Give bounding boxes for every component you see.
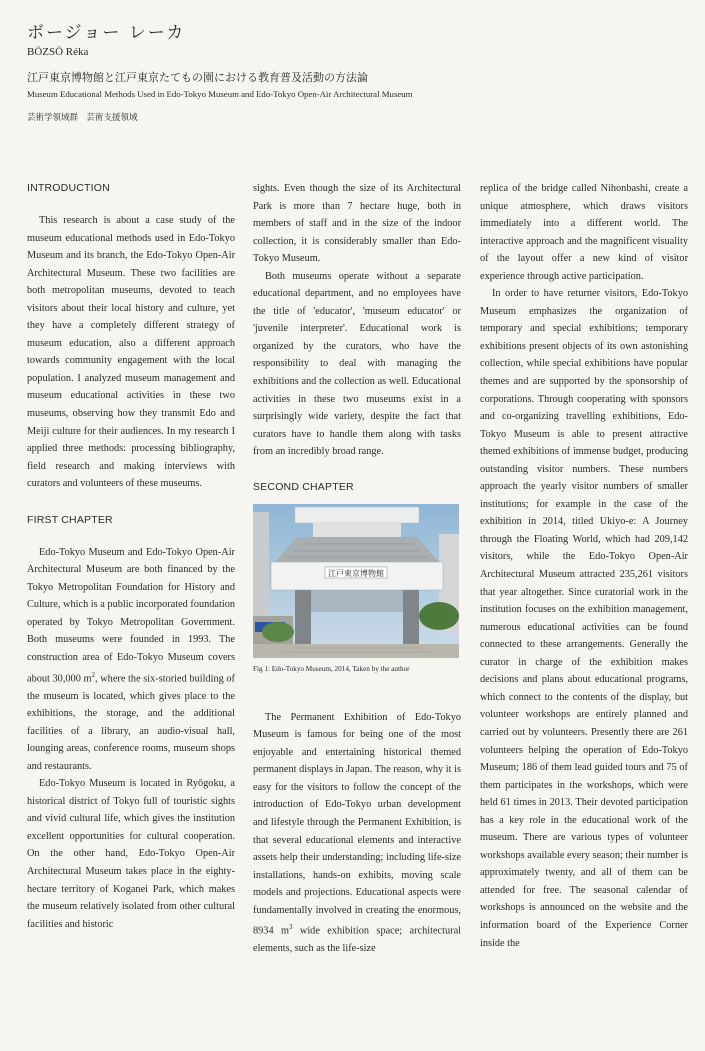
column-3: [480, 180, 688, 952]
section-heading-introduction: INTRODUCTION: [27, 182, 110, 194]
affiliation: 芸術学領域群 芸術支援領域: [27, 113, 138, 123]
first-chapter-paragraph-3: sights. Even though the size of its Architectural Park is more than 7 hectare huge, both in members of staff and in the size of the indoor collection, it is considerably smaller than Edo-Tokyo Museum.: [253, 183, 461, 265]
second-chapter-paragraph-2: replica of the bridge called Nihonbashi, create a unique atmosphere, which draws visitors immediately into a different world. The interactive approach and the magnificent visuality of the layout offer a new kind of visitor experience through active participation.: [480, 183, 688, 282]
article-header: [27, 22, 687, 124]
column-1: [27, 180, 235, 933]
title-english: Museum Educational Methods Used in Edo-Tokyo Museum and Edo-Tokyo Open-Air Architectural Museum: [27, 89, 413, 99]
intro-paragraph: This research is about a case study of the museum educational methods used in Edo-Tokyo Museum and its branch, the Edo-Tokyo Open-Air Architectural Museum. These two facilities are both metropolitan museums, devoted to teach visitors about their local history and culture, yet they have a completely different strategy of museum education, also a different approach towards community engagement with the local population. I analyzed museum management and museum educational activities in these two museums, observing how they transmit Edo and Meiji culture for their audiences. In my research I applied three methods: processing bibliography, field research and making interviews with curators and volunteers of these museums.: [27, 215, 235, 490]
second-chapter-paragraph-3: In order to have returner visitors, Edo-Tokyo Museum emphasizes the organization of temporary and special exhibitions; temporary exhibitions present objects of its own astonishing collection, while special exhibitions have popular themes and are supported by the sponsorship of corporations. Through cooperating with sponsors and co-organizing travelling exhibitions, Edo-Tokyo Museum is able to present attractive themed exhibitions of immense budget, producing outstanding visitor numbers. These numbers approach the yearly visitor numbers of smaller institutions; for example in the case of the exhibition in 2014, titled Ukiyo-e: A Journey through the Floating World, which had 209,142 visitors, while the Edo-Tokyo Open-Air Architectural Museum attracted 235,261 visitors that year altogether. Since curatorial work in the institution focuses on the exhibition management, numerous educational activities can be found connected to these arrangements. Generally the curator in charge of the exhibition makes decisions and plans about educational programs, which connect to the contents of the display, but volunteer workshops are entirely planned and carried out by volunteers. Presently there are 261 volunteers helping the operation of Edo-Tokyo Museum; 186 of them lead guided tours and 75 of them participates in the workshops, which were held 61 times in 2013. Their devoted participation has a key role in the educational work of the museum. There are various types of volunteer workshops available every season; their number is approximately twenty, and all of them can be attended for free. The seasonal calendar of workshops is announced on the website and the information board of the Experience Corner inside the: [480, 288, 688, 949]
author-name-english: BÖZSÖ Réka: [27, 46, 89, 58]
column-2: [253, 180, 461, 958]
first-chapter-paragraph-1: Edo-Tokyo Museum and Edo-Tokyo Open-Air Architectural Museum are both financed by the Tokyo Metropolitan Foundation for History and Culture, which is a public incorporated foundation operated by Tokyo Metropolitan Government. Both museums were founded in 1993. The construction area of Edo-Tokyo Museum covers about 30,000 $m^2$, where the six-storied building of the museum is located, which gives place to the exhibitions, the storage, and the additional facilities of a library, an audio-visual hall, lounging areas, conference rooms, museum shops and restaurants.: [27, 546, 235, 772]
museum-photo: [253, 504, 459, 658]
building-sign: 江戸東京博物館: [328, 568, 384, 578]
title-japanese: 江戸東京博物館と江戸東京たてもの園における教育普及活動の方法論: [27, 71, 368, 84]
section-heading-second-chapter: SECOND CHAPTER: [253, 480, 354, 493]
figure-caption: Fig 1: Edo-Tokyo Museum, 2014, Taken by the author: [253, 664, 410, 673]
first-chapter-paragraph-4: Both museums operate without a separate educational department, and no employees have the title of 'educator', 'museum educator' or 'juvenile interpreter'. Educational work is organized by the curators, who have the responsibility to deal with managing the exhibitions and the collection as well. Educational activities in these two museums exist in a surprisingly wide variety, despite the fact that curators have to handle them along with tasks from an incredibly broad range.: [253, 270, 461, 458]
figure-museum-photo: [253, 504, 459, 658]
first-chapter-paragraph-2: Edo-Tokyo Museum is located in Ryōgoku, a historical district of Tokyo full of touristic sights and vivid cultural life, which gives the institution excellent opportunities for cultural cooperation. On the other hand, Edo-Tokyo Open-Air Architectural Museum takes place in the eighty-hectare territory of Koganei Park, which makes the museum relatively isolated from other cultural facilities and historic: [27, 778, 235, 930]
section-heading-first-chapter: FIRST CHAPTER: [27, 513, 113, 526]
author-name-japanese: ボージョー レーカ: [27, 23, 186, 43]
second-chapter-paragraph-1: The Permanent Exhibition of Edo-Tokyo Museum is famous for being one of the most enjoyable and entertaining historical themed permanent displays in Japan. The reason, why it is easy for the visitors to follow the concept of the introduction of Edo-Tokyo urban development and lifestyle through the Permanent Exhibition, is that several educational elements and interactive assets help their understanding; including life-size installations, hands-on exhibits, moving scale models and projections. Educational aspects were fundamentally involved in creating the enormous, 8934 $m^3$ wide exhibition space; architectural elements, such as the life-size: [253, 711, 461, 955]
